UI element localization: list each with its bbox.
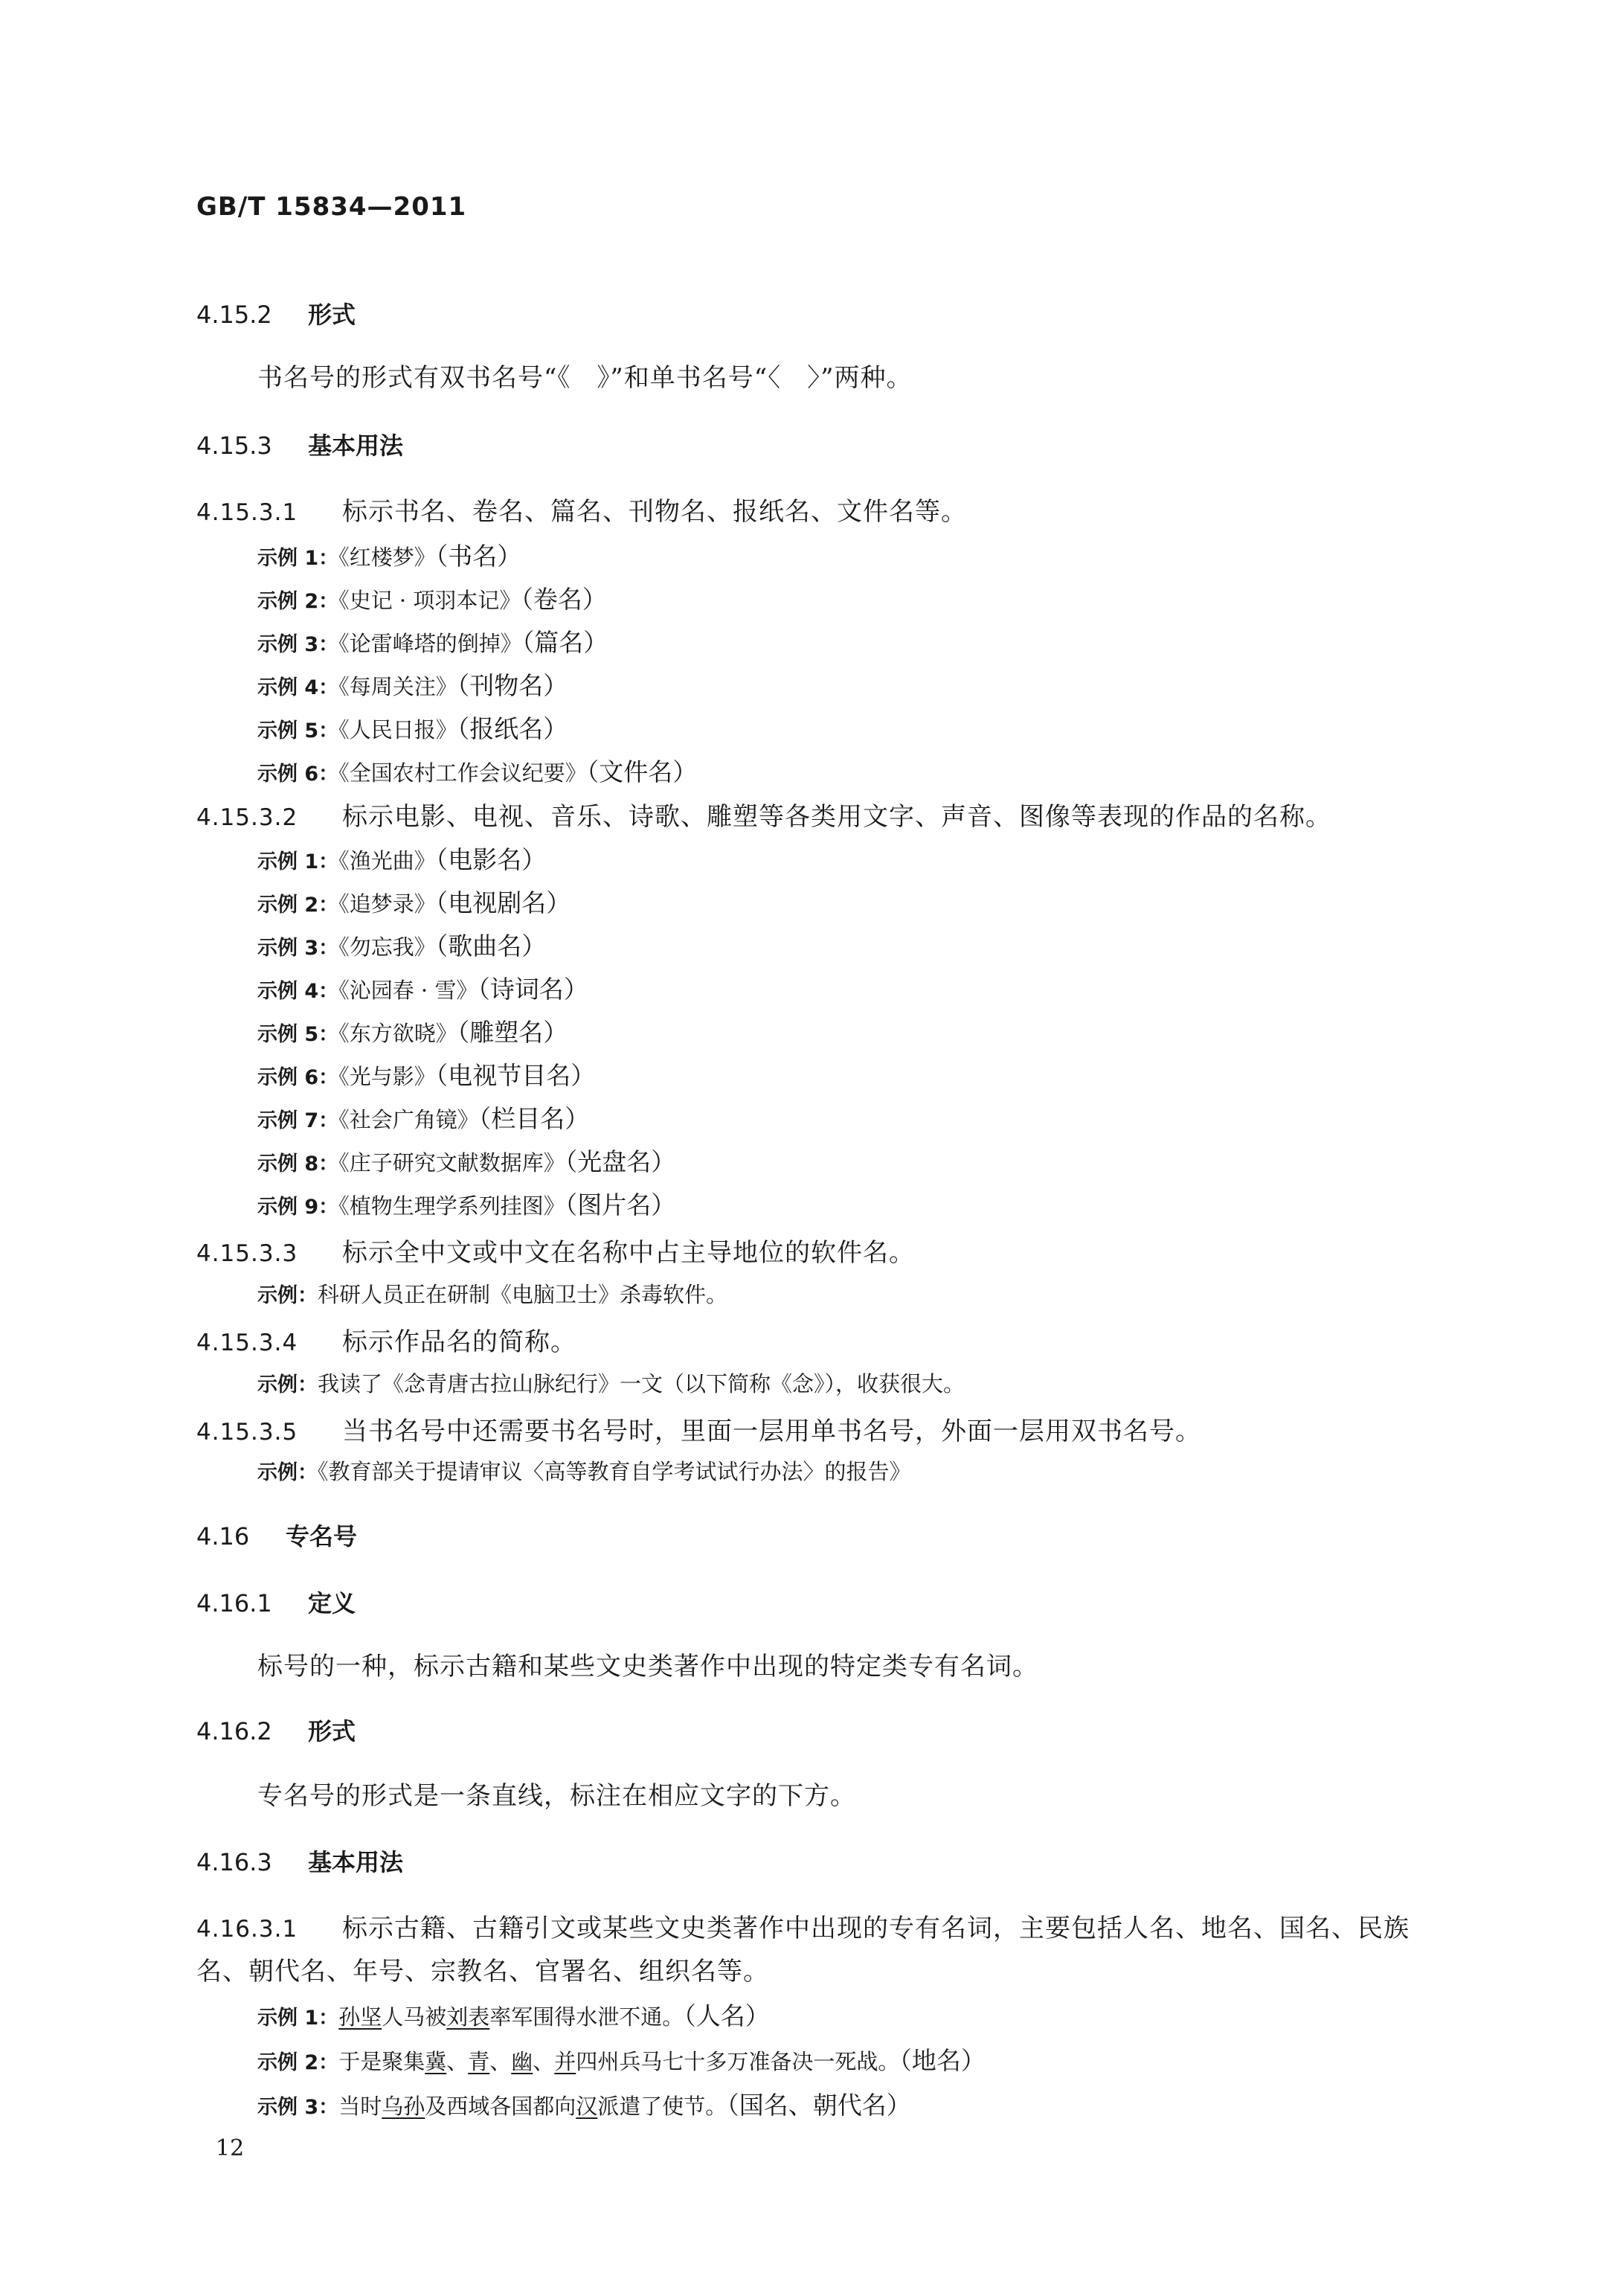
standard-code: GB/T 15834—2011 — [196, 192, 467, 222]
proper-noun-mark: 孙坚 — [338, 2004, 382, 2030]
clause-number: 4.15.3.1 — [196, 499, 298, 526]
clause-text-continued: 名、朝代名、年号、宗教名、官署名、组织名等。 — [196, 1957, 769, 1986]
example-line: 示例 8：《庄子研究文献数据库》（光盘名） — [257, 1147, 676, 1176]
section-title: 基本用法 — [308, 1848, 404, 1876]
example-line: 示例 6：《光与影》（电视节目名） — [257, 1061, 596, 1090]
section-title: 形式 — [308, 301, 356, 329]
clause-number: 4.16.3.1 — [196, 1916, 298, 1943]
example-line: 示例 9：《植物生理学系列挂图》（图片名） — [257, 1190, 676, 1219]
proper-noun-mark: 刘表 — [446, 2004, 490, 2030]
example-line: 示例 3：《勿忘我》（歌曲名） — [257, 931, 547, 961]
clause-number: 4.15.3.3 — [196, 1240, 298, 1267]
clause-text: 标示作品名的简称。 — [342, 1327, 576, 1357]
section-title: 基本用法 — [308, 432, 404, 460]
section-number: 4.16.2 — [196, 1717, 272, 1745]
example-line: 示例 2：于是聚集冀、青、幽、并四州兵马七十多万准备决一死战。（地名） — [257, 2046, 986, 2075]
heading-4-16-3 — [196, 1844, 403, 1878]
clause-4-16-3-1 — [196, 1908, 1410, 1944]
heading-4-15-2 — [196, 296, 356, 330]
example-line: 示例 5：《东方欲晓》（雕塑名） — [257, 1018, 568, 1047]
clause-number: 4.15.3.5 — [196, 1419, 298, 1446]
proper-noun-mark: 青 — [468, 2049, 490, 2074]
clause-text: 标示书名、卷名、篇名、刊物名、报纸名、文件名等。 — [342, 497, 967, 527]
clause-4-15-3-1 — [196, 491, 967, 527]
proper-noun-mark: 并 — [554, 2049, 576, 2074]
example-line: 示例 1：《渔光曲》（电影名） — [257, 845, 547, 874]
heading-4-15-3 — [196, 427, 403, 461]
heading-4-16-1 — [196, 1585, 356, 1619]
example-line: 示例 2：《追梦录》（电视剧名） — [257, 888, 571, 917]
example-line: 示例 2：《史记 · 项羽本记》（卷名） — [257, 585, 607, 614]
paragraph-4-16-1: 标号的一种，标示古籍和某些文史类著作中出现的特定类专有名词。 — [257, 1652, 1038, 1681]
clause-4-15-3-2 — [196, 796, 1331, 833]
proper-noun-mark: 幽 — [511, 2049, 533, 2074]
section-number: 4.15.2 — [196, 301, 272, 329]
example-line: 示例 6：《全国农村工作会议纪要》（文件名） — [257, 757, 698, 786]
paragraph-4-16-2: 专名号的形式是一条直线，标注在相应文字的下方。 — [257, 1781, 856, 1811]
example-line: 示例 1：孙坚人马被刘表率军围得水泄不通。（人名） — [257, 2001, 770, 2030]
section-title: 形式 — [308, 1717, 356, 1745]
clause-4-15-3-4 — [196, 1321, 576, 1358]
section-title: 专名号 — [286, 1522, 358, 1551]
heading-4-16 — [196, 1518, 357, 1552]
section-number: 4.16.1 — [196, 1589, 272, 1617]
clause-text: 标示全中文或中文在名称中占主导地位的软件名。 — [342, 1238, 915, 1268]
example-line: 示例：科研人员正在研制《电脑卫士》杀毒软件。 — [257, 1282, 728, 1307]
example-line: 示例 5：《人民日报》（报纸名） — [257, 714, 568, 743]
example-line: 示例 3：《论雷峰塔的倒掉》（篇名） — [257, 628, 608, 657]
clause-text: 当书名号中还需要书名号时，里面一层用单书名号，外面一层用双书名号。 — [342, 1417, 1201, 1446]
clause-4-15-3-5 — [196, 1411, 1201, 1447]
section-number: 4.16.3 — [196, 1848, 272, 1876]
clause-number: 4.15.3.2 — [196, 804, 298, 831]
clause-text: 标示古籍、古籍引文或某些文史类著作中出现的专有名词，主要包括人名、地名、国名、民族 — [342, 1914, 1410, 1943]
proper-noun-mark: 冀 — [425, 2049, 447, 2074]
example-line: 示例 1：《红楼梦》（书名） — [257, 542, 522, 571]
example-line: 示例 7：《社会广角镜》（栏目名） — [257, 1104, 590, 1133]
example-line: 示例 3：当时乌孙及西域各国都向汉派遣了使节。（国名、朝代名） — [257, 2091, 911, 2120]
example-line: 示例：我读了《念青唐古拉山脉纪行》一文（以下简称《念》），收获很大。 — [257, 1371, 965, 1396]
paragraph-4-15-2: 书名号的形式有双书名号“《 》”和单书名号“〈 〉”两种。 — [257, 363, 913, 393]
example-line: 示例 4：《沁园春 · 雪》（诗词名） — [257, 975, 588, 1004]
heading-4-16-2 — [196, 1713, 356, 1747]
proper-noun-mark: 乌孙 — [382, 2094, 425, 2119]
clause-text: 标示电影、电视、音乐、诗歌、雕塑等各类用文字、声音、图像等表现的作品的名称。 — [342, 802, 1331, 832]
example-line: 示例 4：《每周关注》（刊物名） — [257, 671, 568, 700]
section-number: 4.16 — [196, 1522, 250, 1551]
clause-number: 4.15.3.4 — [196, 1330, 298, 1356]
section-title: 定义 — [308, 1589, 356, 1617]
page-number: 12 — [216, 2135, 245, 2161]
clause-4-15-3-3 — [196, 1232, 915, 1269]
proper-noun-mark: 汉 — [576, 2094, 598, 2119]
example-line: 示例：《教育部关于提请审议〈高等教育自学考试试行办法〉的报告》 — [257, 1459, 911, 1484]
section-number: 4.15.3 — [196, 432, 272, 460]
